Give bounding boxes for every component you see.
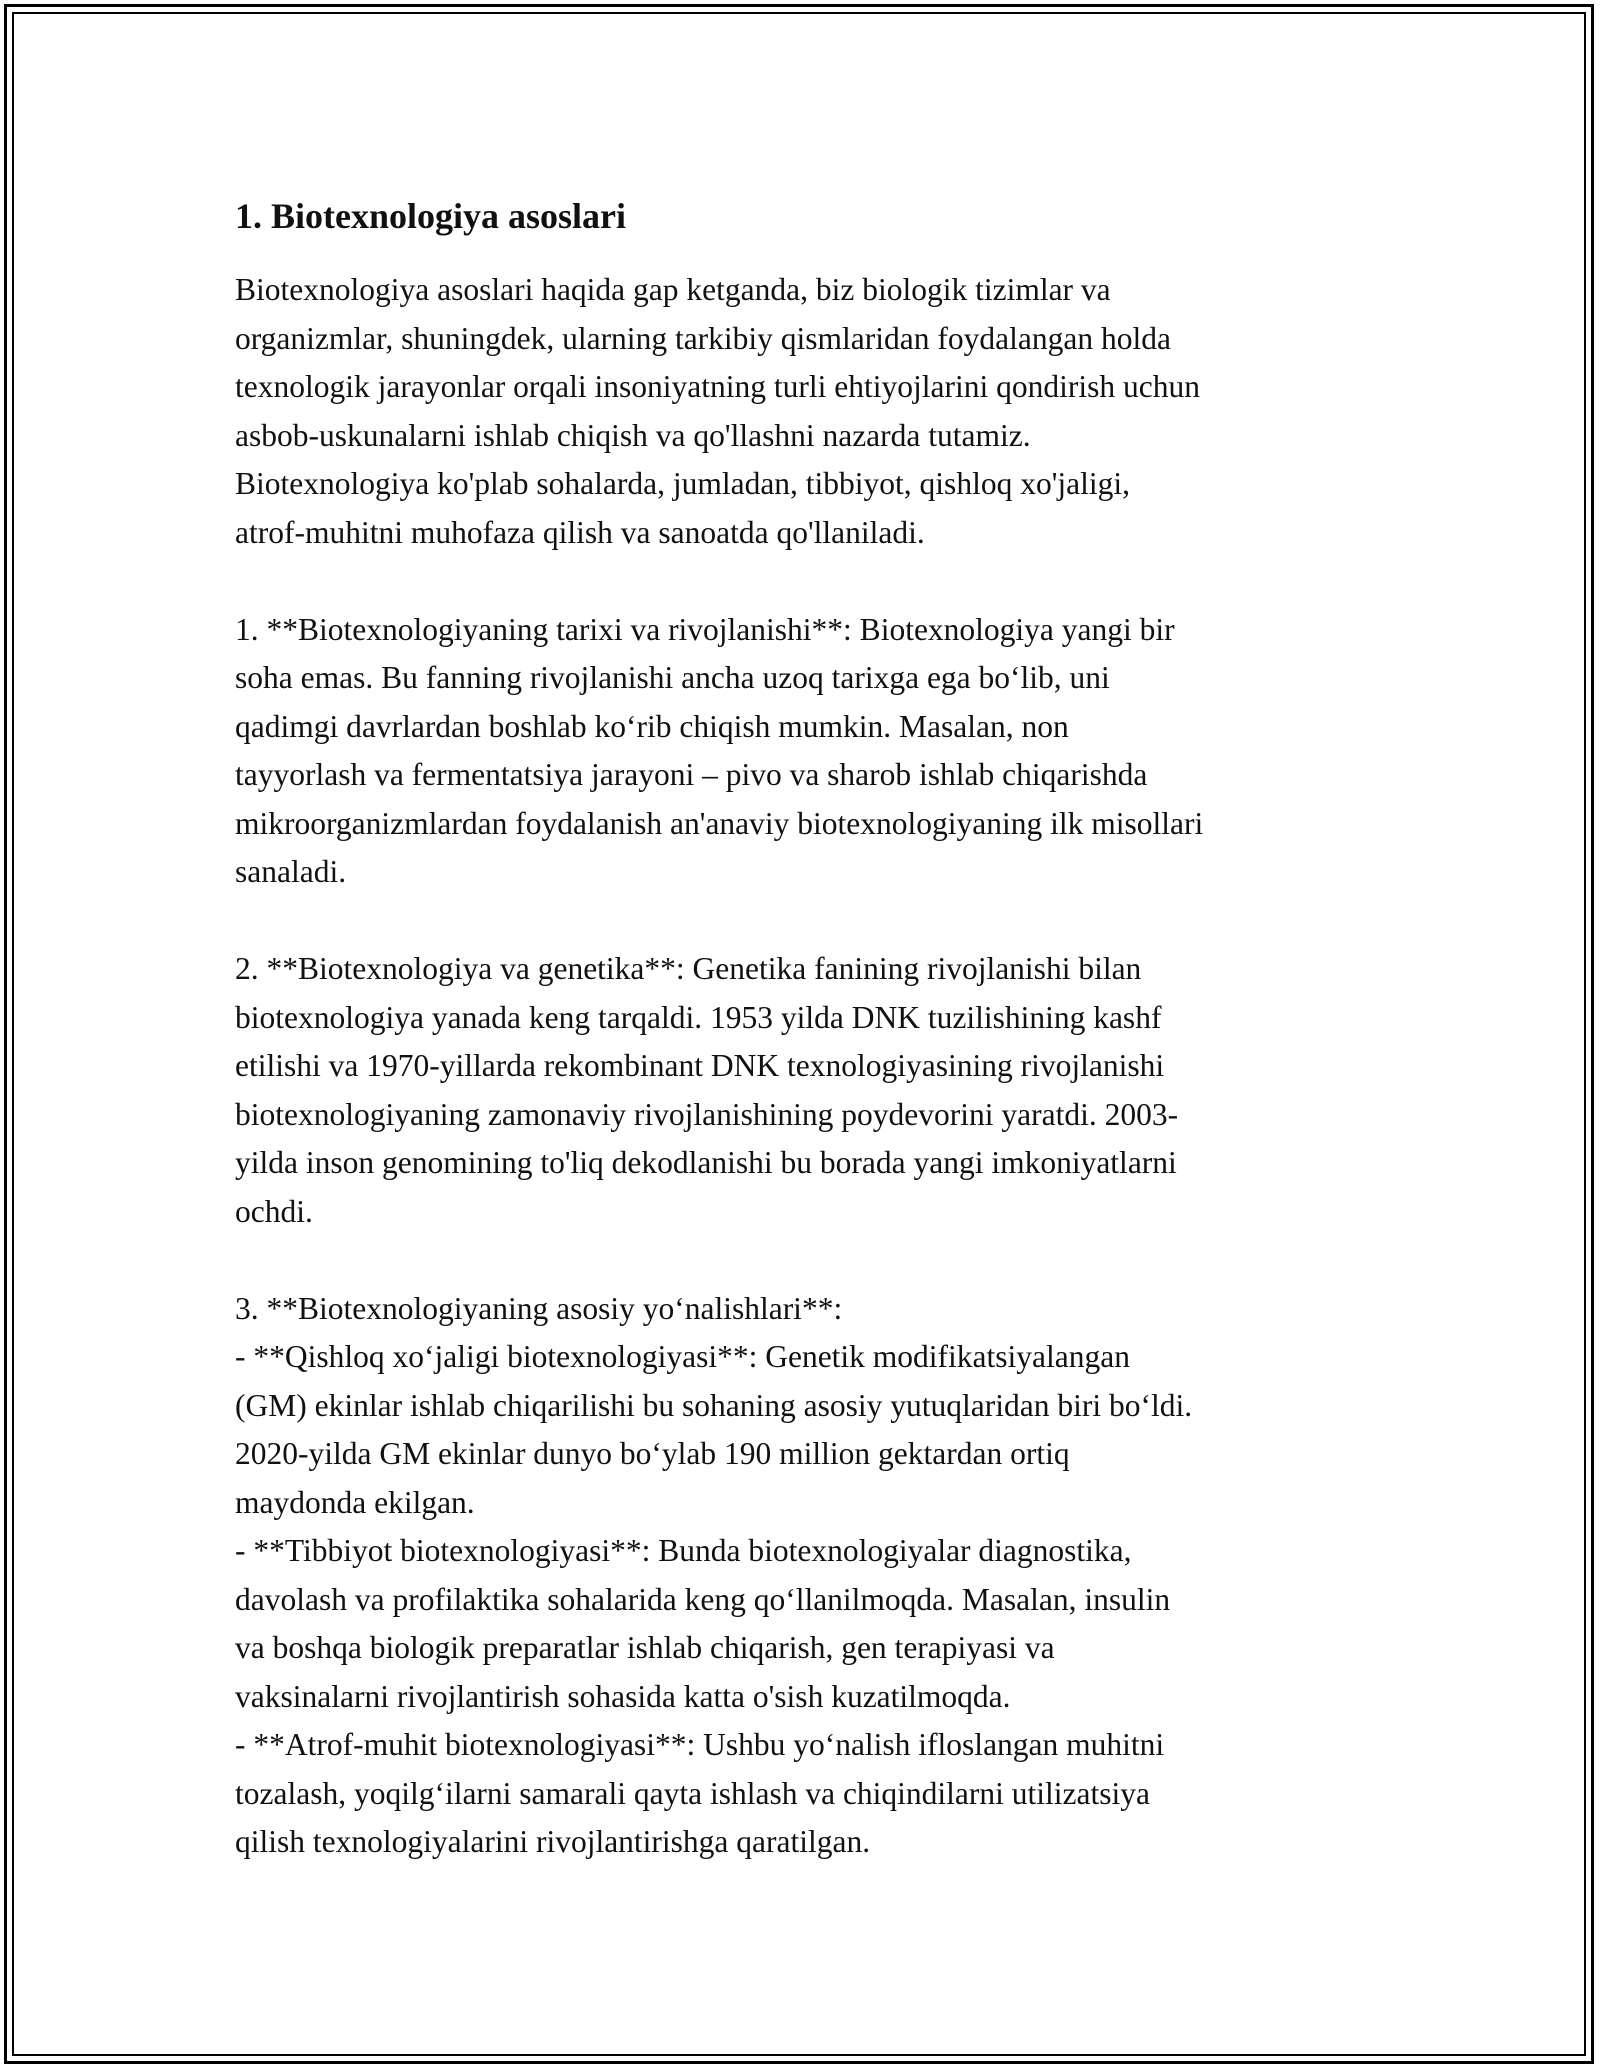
document-body: [235, 192, 1375, 1867]
paragraph-intro: Biotexnologiya asoslari haqida gap ketganda, biz biologik tizimlar va organizmlar, shuningdek, ularning tarkibiy qismlaridan foydalangan holda texnologik jarayonlar orqali insoniyatning turli ehtiyojlarini qondirish uchun asbob-uskunalarni ishlab chiqish va qo'llashni nazarda tutamiz. Biotexnologiya ko'plab sohalarda, jumladan, tibbiyot, qishloq xo'jaligi, atrof-muhitni muhofaza qilish va sanoatda qo'llaniladi.: [235, 272, 1200, 550]
paragraph-directions: 3. **Biotexnologiyaning asosiy yo‘nalishlari**: - **Qishloq xo‘jaligi biotexnologiyasi**: Genetik modifikatsiyalangan (GM) ekinlar ishlab chiqarilishi bu sohaning asosiy yutuqlaridan biri bo‘ldi. 2020-yilda GM ekinlar dunyo bo‘ylab 190 million gektardan ortiq maydonda ekilgan. - **Tibbiyot biotexnologiyasi**: Bunda biotexnologiyalar diagnostika, davolash va profilaktika sohalarida keng qo‘llanilmoqda. Masalan, insulin va boshqa biologik preparatlar ishlab chiqarish, gen terapiyasi va vaksinalarni rivojlantirish sohasida katta o'sish kuzatilmoqda. - **Atrof-muhit biotexnologiyasi**: Ushbu yo‘nalish ifloslangan muhitni tozalash, yoqilg‘ilarni samarali qayta ishlash va chiqindilarni utilizatsiya qilish texnologiyalarini rivojlantirishga qaratilgan.: [235, 1290, 1193, 1859]
paragraph-spacer: [235, 557, 1375, 606]
paragraph-spacer: [235, 1236, 1375, 1285]
document-title: 1. Biotexnologiya asoslari: [235, 196, 627, 236]
paragraph-genetics: 2. **Biotexnologiya va genetika**: Genetika fanining rivojlanishi bilan biotexnologiya yanada keng tarqaldi. 1953 yilda DNK tuzilishining kashf etilishi va 1970-yillarda rekombinant DNK texnologiyasining rivojlanishi biotexnologiyaning zamonaviy rivojlanishining poydevorini yaratdi. 2003- yilda inson genomining to'liq dekodlanishi bu borada yangi imkoniyatlarni ochdi.: [235, 951, 1179, 1229]
paragraph-spacer: [235, 897, 1375, 946]
paragraph-history: 1. **Biotexnologiyaning tarixi va rivojlanishi**: Biotexnologiya yangi bir soha emas. Bu fanning rivojlanishi ancha uzoq tarixga ega bo‘lib, uni qadimgi davrlardan boshlab ko‘rib chiqish mumkin. Masalan, non tayyorlash va fermentatsiya jarayoni – pivo va sharob ishlab chiqarishda mikroorganizmlardan foydalanish an'anaviy biotexnologiyaning ilk misollari sanaladi.: [235, 611, 1204, 889]
